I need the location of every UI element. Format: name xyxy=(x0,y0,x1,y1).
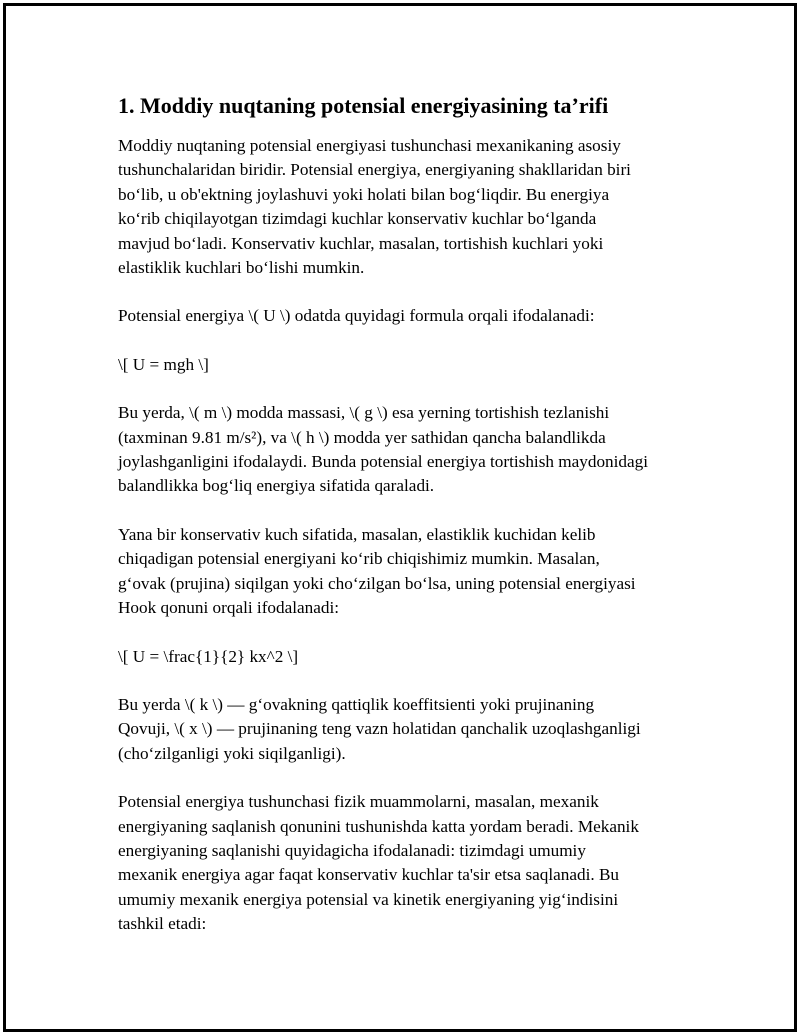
paragraph-elastic-explanation xyxy=(118,693,703,766)
formula-line: \[ U = mgh \] xyxy=(118,354,209,374)
text-line: joylashganligini ifodalaydi. Bunda potensial energiya tortishish maydonidagi xyxy=(118,452,649,472)
text-line: g‘ovak (prujina) siqilgan yoki cho‘zilgan bo‘lsa, uning potensial energiyasi xyxy=(118,573,636,593)
text-line: Hook qonuni orqali ifodalanadi: xyxy=(118,598,340,618)
formula-line: \[ U = \frac{1}{2} kx^2 \] xyxy=(118,646,299,666)
text-line: balandlikka bog‘liq energiya sifatida qaraladi. xyxy=(118,476,435,496)
text-line: mexanik energiya agar faqat konservativ kuchlar ta'sir etsa saqlanadi. Bu xyxy=(118,865,620,885)
text-line: ko‘rib chiqilayotgan tizimdagi kuchlar konservativ kuchlar bo‘lganda xyxy=(118,209,597,229)
text-line: energiyaning saqlanishi quyidagicha ifodalanadi: tizimdagi umumiy xyxy=(118,840,586,860)
text-line: (cho‘zilganligi yoki siqilganligi). xyxy=(118,743,346,763)
text-line: (taxminan 9.81 m/s²), va \( h \) modda yer sathidan qancha balandlikda xyxy=(118,427,606,447)
paragraph-formula-intro xyxy=(118,304,703,328)
formula-gravitational xyxy=(118,353,703,377)
text-line: mavjud bo‘ladi. Konservativ kuchlar, masalan, tortishish kuchlari yoki xyxy=(118,233,604,253)
text-line: bo‘lib, u ob'ektning joylashuvi yoki holati bilan bog‘liqdir. Bu energiya xyxy=(118,184,610,204)
text-line: elastiklik kuchlari bo‘lishi mumkin. xyxy=(118,258,365,278)
text-line: umumiy mexanik energiya potensial va kinetik energiyaning yig‘indisini xyxy=(118,889,619,909)
text-line: energiyaning saqlanish qonunini tushunishda katta yordam beradi. Mekanik xyxy=(118,816,639,836)
text-line: Bu yerda \( k \) — g‘ovakning qattiqlik koeffitsienti yoki prujinaning xyxy=(118,694,595,714)
text-line: Qovuji, \( x \) — prujinaning teng vazn holatidan qanchalik uzoqlashganligi xyxy=(118,719,641,739)
section-heading: 1. Moddiy nuqtaning potensial energiyasining ta’rifi xyxy=(118,93,609,118)
text-line: tushunchalaridan biridir. Potensial energiya, energiyaning shakllaridan biri xyxy=(118,160,631,180)
paragraph-conservation xyxy=(118,790,703,936)
document-body xyxy=(118,92,703,961)
paragraph-gravity-explanation xyxy=(118,401,703,499)
formula-elastic xyxy=(118,645,703,669)
paragraph-intro xyxy=(118,134,703,280)
paragraph-elastic-intro xyxy=(118,523,703,621)
text-line: Potensial energiya tushunchasi fizik muammolarni, masalan, mexanik xyxy=(118,792,599,812)
text-line: Potensial energiya \( U \) odatda quyidagi formula orqali ifodalanadi: xyxy=(118,306,595,326)
text-line: Bu yerda, \( m \) modda massasi, \( g \) esa yerning tortishish tezlanishi xyxy=(118,403,610,423)
text-line: tashkil etadi: xyxy=(118,914,207,934)
text-line: Yana bir konservativ kuch sifatida, masalan, elastiklik kuchidan kelib xyxy=(118,524,596,544)
text-line: Moddiy nuqtaning potensial energiyasi tushunchasi mexanikaning asosiy xyxy=(118,136,621,155)
text-line: chiqadigan potensial energiyani ko‘rib chiqishimiz mumkin. Masalan, xyxy=(118,549,600,569)
